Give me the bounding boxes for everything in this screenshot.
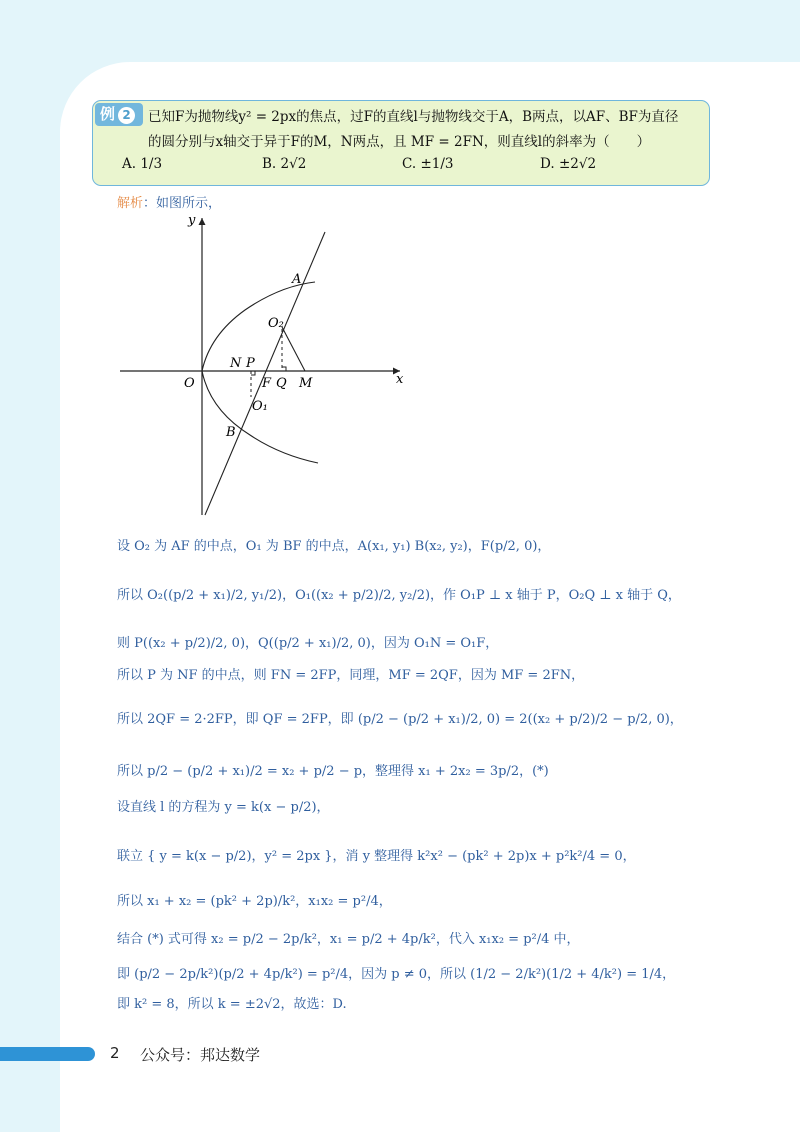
solution-line: 设直线 l 的方程为 y = k(x − p/2)， — [117, 800, 330, 815]
problem-line-1: 已知F为抛物线y² = 2px的焦点，过F的直线l与抛物线交于A，B两点，以AF、BF为直径 — [148, 109, 679, 125]
solution-line: 所以 x₁ + x₂ = (pk² + 2p)/k²，x₁x₂ = p²/4， — [117, 894, 392, 909]
example-tag — [95, 103, 143, 126]
example-number-badge: 2 — [118, 107, 135, 124]
label-M: M — [299, 376, 313, 391]
analysis-label: 解析 — [117, 196, 144, 211]
analysis-header — [117, 192, 221, 211]
option-d[interactable]: D. ±2√2 — [540, 156, 597, 172]
solution-line: 所以 p/2 − (p/2 + x₁)/2 = x₂ + p/2 − p，整理得 x₁ + 2x₂ = 3p/2，(*) — [117, 764, 549, 779]
parabola-figure — [110, 210, 420, 520]
label-O2: O₂ — [268, 316, 284, 331]
solution-line: 联立 { y = k(x − p/2)，y² = 2px }，消 y 整理得 k²x² − (pk² + 2p)x + p²k²/4 = 0， — [117, 849, 636, 864]
footer-bar — [0, 1047, 95, 1061]
solution-line: 即 k² = 8，所以 k = ±2√2，故选：D. — [117, 997, 347, 1012]
parabola-curve — [202, 282, 318, 463]
label-N: N — [230, 356, 242, 371]
example-tag-label: 例 — [100, 105, 116, 123]
solution-line: 则 P((x₂ + p/2)/2, 0)，Q((p/2 + x₁)/2, 0)，因为 O₁N = O₁F， — [117, 636, 499, 651]
solution-line: 所以 O₂((p/2 + x₁)/2, y₁/2)，O₁((x₂ + p/2)/2, y₂/2)，作 O₁P ⊥ x 轴于 P，O₂Q ⊥ x 轴于 Q， — [117, 588, 681, 603]
option-c[interactable]: C. ±1/3 — [402, 156, 454, 172]
problem-line-2: 的圆分别与x轴交于异于F的M，N两点，且 MF = 2FN，则直线l的斜率为（ ） — [148, 134, 651, 150]
segment-o2-m — [282, 327, 305, 371]
label-F: F — [262, 376, 272, 391]
solution-line: 设 O₂ 为 AF 的中点，O₁ 为 BF 的中点，A(x₁, y₁) B(x₂, y₂)，F(p/2, 0)， — [117, 539, 551, 554]
solution-line: 即 (p/2 − 2p/k²)(p/2 + 4p/k²) = p²/4，因为 p ≠ 0，所以 (1/2 − 2/k²)(1/2 + 4/k²) = 1/4， — [117, 967, 676, 982]
footer-text: 公众号：邦达数学 — [140, 1046, 261, 1064]
label-A: A — [292, 272, 302, 287]
line-l — [205, 232, 325, 515]
solution-line: 结合 (*) 式可得 x₂ = p/2 − 2p/k²，x₁ = p/2 + 4p/k²，代入 x₁x₂ = p²/4 中， — [117, 932, 580, 947]
label-x: x — [396, 372, 404, 387]
label-O1: O₁ — [252, 399, 268, 414]
option-b[interactable]: B. 2√2 — [262, 156, 307, 172]
label-O: O — [184, 376, 195, 391]
label-Q: Q — [276, 376, 287, 391]
analysis-intro: ：如图所示， — [143, 196, 222, 211]
page-number: 2 — [110, 1044, 120, 1062]
label-B: B — [226, 425, 236, 440]
solution-line: 所以 2QF = 2·2FP，即 QF = 2FP，即 (p/2 − (p/2 + x₁)/2, 0) = 2((x₂ + p/2)/2 − p/2, 0)， — [117, 712, 683, 727]
label-P: P — [246, 356, 255, 371]
label-y: y — [188, 213, 196, 228]
solution-line: 所以 P 为 NF 的中点，则 FN = 2FP，同理，MF = 2QF，因为 MF = 2FN， — [117, 668, 585, 683]
option-a[interactable]: A. 1/3 — [122, 156, 163, 172]
